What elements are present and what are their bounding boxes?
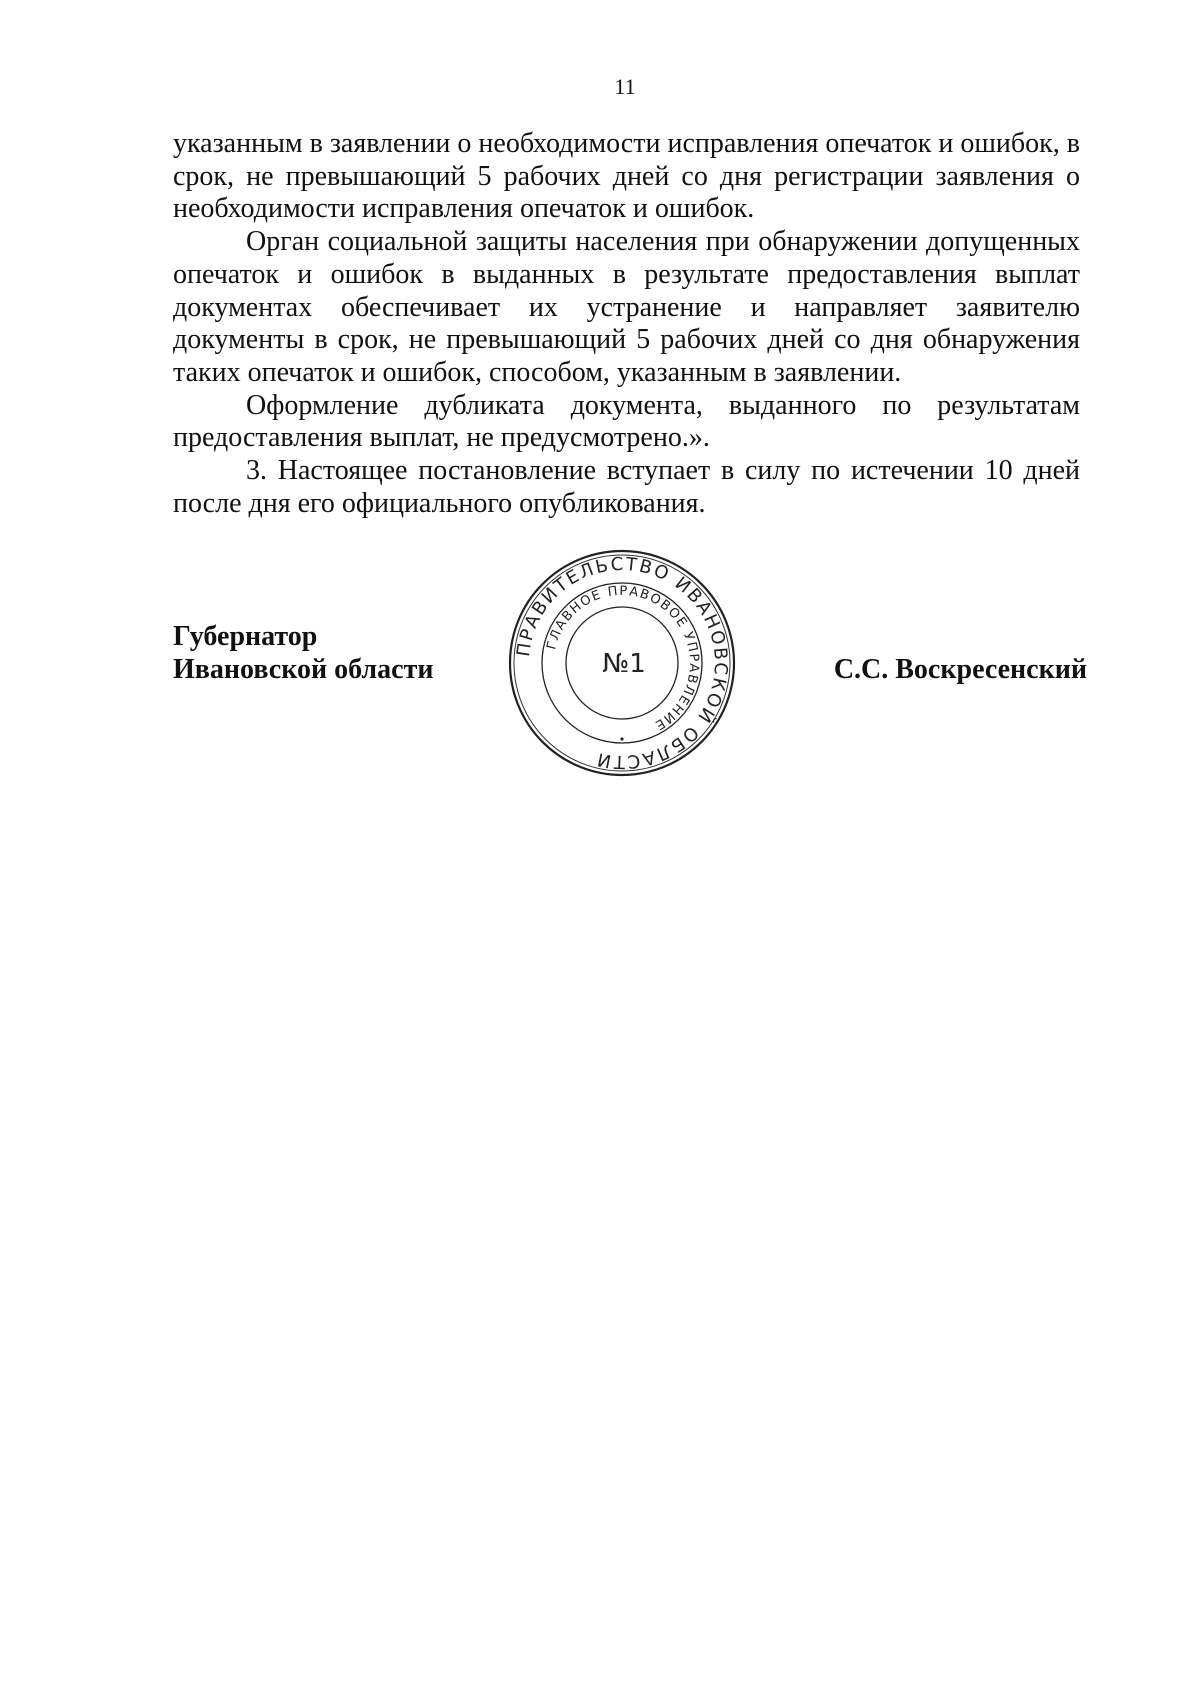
signatory-name: С.С. Воскресенский (833, 654, 1087, 685)
official-stamp (508, 549, 736, 777)
paragraph-corrections: Орган социальной защиты населения при обнаружении допущенных опечаток и ошибок в выданных в результате предоставления выплат документах обеспечивает их устранение и направляет заявителю документы в срок, не превышающий 5 рабочих дней со дня обнаружения таких опечаток и ошибок, способом, указанным в заявлении. (173, 226, 1080, 388)
paragraph-continuation: указанным в заявлении о необходимости исправления опечаток и ошибок, в срок, не превышающий 5 рабочих дней со дня регистрации заявления о необходимости исправления опечаток и ошибок. (173, 128, 1080, 225)
document-body (173, 128, 1080, 520)
paragraph-effective-date: 3. Настоящее постановление вступает в силу по истечении 10 дней после дня его официального опубликования. (173, 455, 1080, 519)
signatory-title (173, 620, 433, 686)
paragraph-duplicate: Оформление дубликата документа, выданного по результатам предоставления выплат, не предусмотрено.». (173, 389, 1080, 454)
page-number: 11 (614, 74, 636, 99)
signatory-title-line1: Губернатор (173, 621, 318, 652)
stamp-outer-text: ПРАВИТЕЛЬСТВО ИВАНОВСКОЙ ОБЛАСТИ (513, 553, 732, 773)
stamp-center-text: №1 (602, 649, 646, 679)
signatory-title-line2: Ивановской области (173, 654, 434, 685)
stamp-inner-text: ГЛАВНОЕ ПРАВОВОЕ УПРАВЛЕНИЕ (544, 583, 702, 733)
